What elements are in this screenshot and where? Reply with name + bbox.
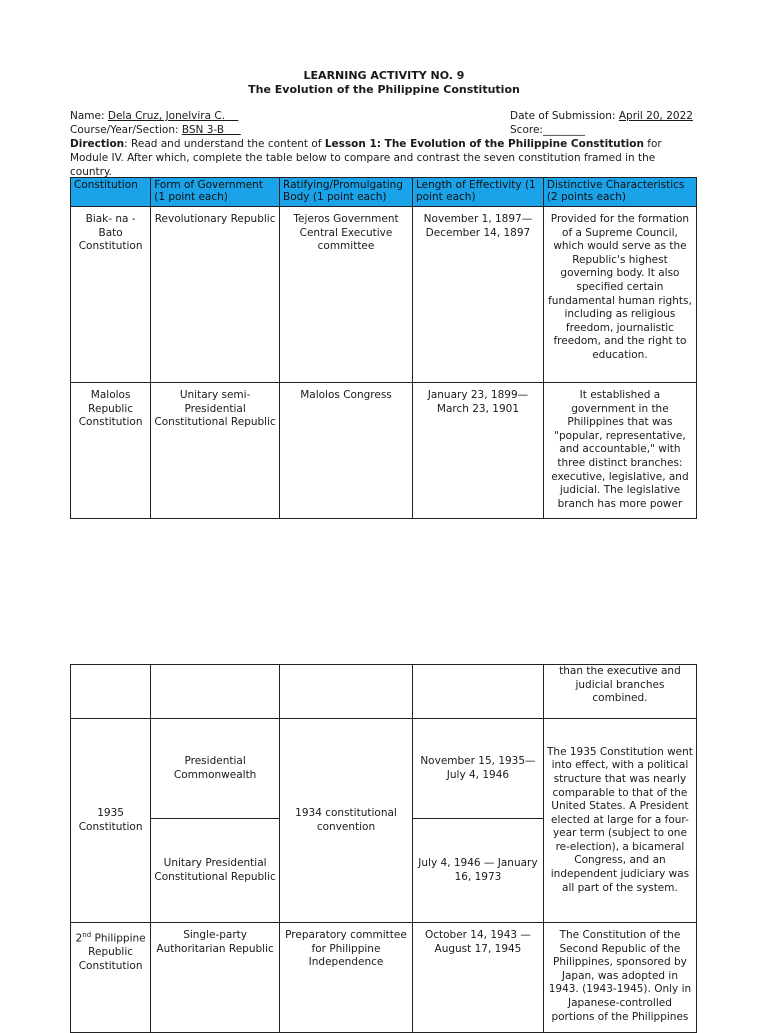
- cell-body: Malolos Congress: [280, 383, 413, 519]
- name-label: Name:: [70, 110, 105, 122]
- table-row: [71, 383, 697, 519]
- cell-body: 1934 constitutional convention: [280, 719, 413, 923]
- ordinal-number: 2: [75, 932, 83, 945]
- page-gap: [0, 560, 768, 656]
- cell-form: Revolutionary Republic: [151, 207, 280, 383]
- header-length: Length of Effectivity (1 point each): [413, 178, 544, 207]
- name-value: Dela Cruz, Jonelvira C.: [107, 110, 226, 122]
- empty-cell: [71, 665, 151, 719]
- cell-form: Unitary Presidential Constitutional Republic: [151, 819, 280, 923]
- ordinal-suffix: nd: [82, 931, 92, 939]
- cell-form: Unitary semi-Presidential Constitutional Republic: [151, 383, 280, 519]
- table-row-continued: [71, 665, 697, 719]
- header-form: Form of Government (1 point each): [151, 178, 280, 207]
- table-header-row: [71, 178, 697, 207]
- score-line: [510, 124, 585, 136]
- constitution-table-upper: [70, 177, 697, 519]
- table-row: [71, 923, 697, 1033]
- cell-length: November 1, 1897— December 14, 1897: [413, 207, 544, 383]
- constitution-table-lower: [70, 664, 697, 1033]
- cell-characteristics: Provided for the formation of a Supreme Council, which would serve as the Republic's highest governing body. It also specified certain fundamental human rights, including as religious freedom, journalistic freedom, and the right to education.: [543, 207, 696, 383]
- cell-length: January 23, 1899— March 23, 1901: [413, 383, 544, 519]
- table-row: [71, 207, 697, 383]
- cell-characteristics: It established a government in the Philippines that was "popular, representative, and accountable," with three distinct branches: executive, legislative, and judicial. The legislative branch has more power: [543, 383, 696, 519]
- constitution-name: Philippine Republic Constitution: [78, 932, 146, 972]
- lesson-title: Lesson 1: The Evolution of the Philippine Constitution: [324, 138, 644, 150]
- activity-subtitle: The Evolution of the Philippine Constitution: [248, 83, 520, 96]
- cell-form: Presidential Commonwealth: [151, 719, 280, 819]
- empty-cell: [413, 665, 544, 719]
- activity-title: LEARNING ACTIVITY NO. 9: [303, 69, 465, 82]
- cell-length: November 15, 1935— July 4, 1946: [413, 719, 544, 819]
- date-label: Date of Submission:: [510, 110, 616, 122]
- header-body: Ratifying/Promulgating Body (1 point each): [280, 178, 413, 207]
- empty-cell: [151, 665, 280, 719]
- cell-constitution: Malolos Republic Constitution: [71, 383, 151, 519]
- cell-characteristics-continued: than the executive and judicial branches combined.: [543, 665, 696, 719]
- cell-body: Preparatory committee for Philippine Independence: [280, 923, 413, 1033]
- course-value: BSN 3-B: [181, 124, 225, 136]
- date-line: [510, 110, 693, 122]
- cell-form: Single-party Authoritarian Republic: [151, 923, 280, 1033]
- cell-body: Tejeros Government Central Executive committee: [280, 207, 413, 383]
- course-label: Course/Year/Section:: [70, 124, 179, 136]
- cell-constitution: Biak- na - Bato Constitution: [71, 207, 151, 383]
- cell-constitution: [71, 923, 151, 1033]
- direction-text-1: : Read and understand the content of: [124, 138, 325, 150]
- header-constitution: Constitution: [71, 178, 151, 207]
- cell-length: October 14, 1943 — August 17, 1945: [413, 923, 544, 1033]
- header-characteristics: Distinctive Characteristics (2 points each): [543, 178, 696, 207]
- cell-characteristics: The 1935 Constitution went into effect, with a political structure that was nearly comparable to that of the United States. A President elected at large for a four-year term (subject to one re-election), a bicameral Congress, and an independent judiciary was all part of the system.: [543, 719, 696, 923]
- name-line: [70, 110, 238, 122]
- direction-text-2: for Module IV. After which, complete the table below to compare and contrast the seven constitution framed in the country.: [70, 138, 662, 178]
- score-label: Score:: [510, 124, 543, 136]
- table-row: [71, 719, 697, 819]
- direction-paragraph: [70, 137, 700, 179]
- empty-cell: [280, 665, 413, 719]
- cell-length: July 4, 1946 — January 16, 1973: [413, 819, 544, 923]
- cell-characteristics: The Constitution of the Second Republic of the Philippines, sponsored by Japan, was adopted in 1943. (1943-1945). Only in Japanese-controlled portions of the Philippines: [543, 923, 696, 1033]
- cell-constitution: 1935 Constitution: [71, 719, 151, 923]
- score-value: ________: [542, 124, 585, 136]
- course-line: [70, 124, 241, 136]
- direction-label: Direction: [70, 138, 125, 150]
- date-value: April 20, 2022: [618, 110, 693, 122]
